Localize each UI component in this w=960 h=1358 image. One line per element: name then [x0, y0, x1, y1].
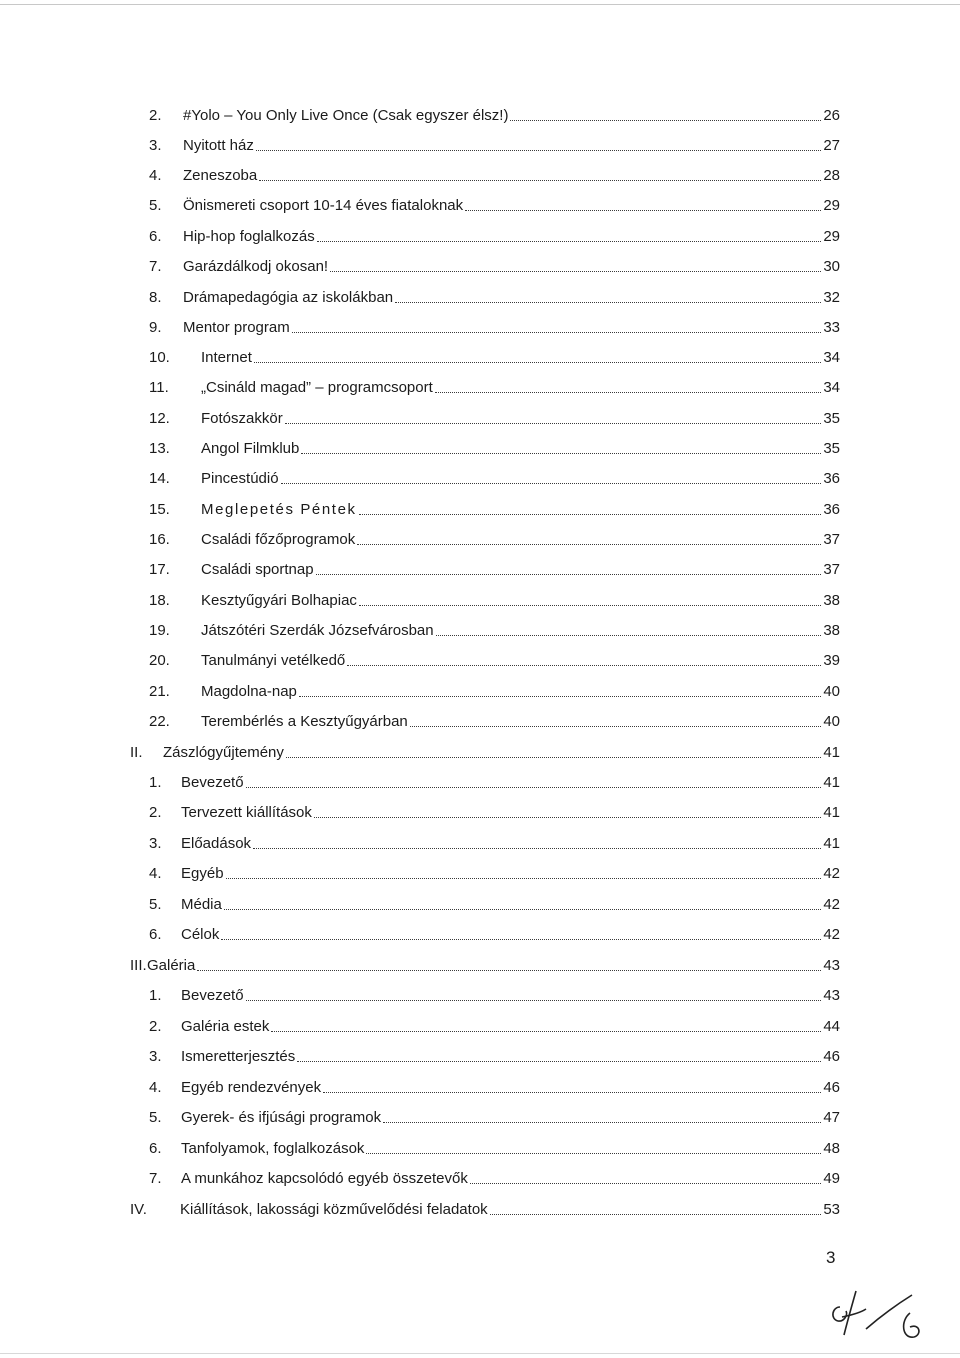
toc-entry-page: 27 — [823, 137, 840, 154]
toc-entry-page: 30 — [823, 258, 840, 275]
toc-entry-page: 39 — [823, 652, 840, 669]
toc-dot-leader — [359, 605, 821, 606]
toc-entry-number: 5. — [149, 896, 162, 913]
toc-entry — [149, 285, 840, 307]
toc-entry-page: 40 — [823, 683, 840, 700]
toc-entry-page: 28 — [823, 167, 840, 184]
toc-entry-number: III. — [130, 957, 147, 974]
toc-entry-title: Játszótéri Szerdák Józsefvárosban — [201, 622, 434, 639]
toc-entry-title: Bevezető — [181, 774, 244, 791]
toc-entry-number: 18. — [149, 592, 170, 609]
toc-entry — [149, 163, 840, 185]
toc-entry-title: Galéria estek — [181, 1018, 270, 1035]
toc-entry-page: 34 — [823, 379, 840, 396]
toc-entry-number: 8. — [149, 289, 162, 306]
toc-entry-page: 35 — [823, 410, 840, 427]
toc-entry-page: 46 — [823, 1048, 840, 1065]
toc-entry — [149, 1014, 840, 1036]
toc-entry — [130, 953, 840, 975]
toc-entry — [149, 375, 840, 397]
toc-entry-title: Média — [181, 896, 222, 913]
toc-entry — [149, 103, 840, 125]
toc-entry-number: 11. — [149, 379, 169, 396]
toc-entry-title: Galéria — [147, 957, 196, 974]
toc-entry-title: Ismeretterjesztés — [181, 1048, 296, 1065]
toc-dot-leader — [383, 1122, 821, 1123]
toc-dot-leader — [317, 241, 822, 242]
toc-entry-title: Kiállítások, lakossági közművelődési feladatok — [180, 1201, 488, 1218]
toc-entry — [149, 770, 840, 792]
toc-entry-number: 6. — [149, 228, 162, 245]
toc-entry-page: 47 — [823, 1109, 840, 1126]
toc-dot-leader — [246, 1000, 822, 1001]
toc-entry-number: 19. — [149, 622, 170, 639]
toc-dot-leader — [347, 665, 821, 666]
page-number: 3 — [826, 1248, 836, 1267]
toc-dot-leader — [465, 210, 821, 211]
toc-entry-number: 6. — [149, 1140, 162, 1157]
toc-entry-page: 42 — [823, 865, 840, 882]
toc-entry — [149, 709, 840, 731]
toc-entry-title: A munkához kapcsolódó egyéb összetevők — [181, 1170, 468, 1187]
toc-entry — [149, 1075, 840, 1097]
toc-entry-number: 5. — [149, 1109, 162, 1126]
toc-entry-title: Magdolna-nap — [201, 683, 297, 700]
toc-entry-page: 36 — [823, 501, 840, 518]
toc-dot-leader — [285, 423, 822, 424]
scan-edge-bottom — [0, 1353, 960, 1354]
toc-entry-number: 1. — [149, 987, 162, 1004]
toc-entry-number: 3. — [149, 835, 162, 852]
toc-entry-page: 48 — [823, 1140, 840, 1157]
toc-dot-leader — [366, 1153, 821, 1154]
toc-entry-page: 49 — [823, 1170, 840, 1187]
toc-entry-number: 3. — [149, 137, 162, 154]
toc-entry-title: Zászlógyűjtemény — [163, 744, 284, 761]
toc-dot-leader — [224, 909, 821, 910]
toc-entry-page: 41 — [823, 804, 840, 821]
toc-entry-page: 26 — [823, 107, 840, 124]
toc-entry-page: 42 — [823, 926, 840, 943]
toc-entry-number: 14. — [149, 470, 170, 487]
toc-dot-leader — [330, 271, 821, 272]
toc-entry-title: Fotószakkör — [201, 410, 283, 427]
toc-entry-title: Tanfolyamok, foglalkozások — [181, 1140, 365, 1157]
toc-entry — [130, 740, 840, 762]
toc-entry-title: Célok — [181, 926, 220, 943]
toc-entry-number: 12. — [149, 410, 170, 427]
toc-entry — [149, 436, 840, 458]
toc-entry-number: 21. — [149, 683, 170, 700]
toc-entry — [149, 892, 840, 914]
toc-dot-leader — [299, 696, 821, 697]
toc-dot-leader — [395, 302, 821, 303]
toc-entry — [149, 315, 840, 337]
toc-entry-number: 22. — [149, 713, 170, 730]
toc-entry-page: 42 — [823, 896, 840, 913]
toc-entry-page: 53 — [823, 1201, 840, 1218]
toc-entry-page: 43 — [823, 957, 840, 974]
toc-entry-page: 36 — [823, 470, 840, 487]
toc-entry-number: 4. — [149, 1079, 162, 1096]
toc-entry-title: Egyéb — [181, 865, 224, 882]
toc-entry-title: Hip-hop foglalkozás — [183, 228, 315, 245]
toc-entry-page: 41 — [823, 835, 840, 852]
toc-entry — [149, 618, 840, 640]
toc-entry — [149, 588, 840, 610]
toc-entry — [149, 831, 840, 853]
toc-entry-title: Mentor program — [183, 319, 290, 336]
toc-entry-title: „Csináld magad” – programcsoport — [201, 379, 433, 396]
toc-entry-title: Egyéb rendezvények — [181, 1079, 322, 1096]
toc-dot-leader — [357, 544, 821, 545]
toc-entry — [149, 1136, 840, 1158]
toc-entry-number: 2. — [149, 804, 162, 821]
toc-entry-page: 37 — [823, 531, 840, 548]
toc-entry-page: 33 — [823, 319, 840, 336]
toc-dot-leader — [254, 362, 821, 363]
toc-entry — [149, 254, 840, 276]
toc-dot-leader — [256, 150, 821, 151]
toc-entry-number: 2. — [149, 1018, 162, 1035]
toc-entry — [149, 497, 840, 519]
toc-entry-page: 29 — [823, 197, 840, 214]
toc-entry-title: Terembérlés a Kesztyűgyárban — [201, 713, 408, 730]
toc-entry-title: Önismereti csoport 10-14 éves fiataloknak — [183, 197, 464, 214]
toc-entry-number: 7. — [149, 258, 162, 275]
toc-dot-leader — [221, 939, 821, 940]
toc-entry-number: 10. — [149, 349, 170, 366]
toc-entry — [149, 466, 840, 488]
toc-entry-title: Garázdálkodj okosan! — [183, 258, 329, 275]
toc-entry-number: 7. — [149, 1170, 162, 1187]
toc-entry-title: Bevezető — [181, 987, 244, 1004]
toc-entry-title: Előadások — [181, 835, 252, 852]
toc-entry-number: 13. — [149, 440, 170, 457]
toc-entry-number: 9. — [149, 319, 162, 336]
toc-entry — [149, 527, 840, 549]
toc-entry-number: IV. — [130, 1201, 147, 1218]
toc-dot-leader — [470, 1183, 821, 1184]
toc-dot-leader — [435, 392, 822, 393]
toc-entry-title: #Yolo – You Only Live Once (Csak egyszer élsz!) — [183, 107, 509, 124]
toc-entry-page: 37 — [823, 561, 840, 578]
toc-entry-title: Tanulmányi vetélkedő — [201, 652, 346, 669]
toc-dot-leader — [259, 180, 821, 181]
toc-entry-page: 29 — [823, 228, 840, 245]
toc-dot-leader — [410, 726, 822, 727]
toc-entry-page: 32 — [823, 289, 840, 306]
toc-entry — [149, 800, 840, 822]
toc-entry-title: Pincestúdió — [201, 470, 279, 487]
handwritten-signature — [826, 1285, 936, 1350]
toc-dot-leader — [323, 1092, 821, 1093]
toc-entry — [130, 1197, 840, 1219]
toc-dot-leader — [246, 787, 822, 788]
toc-entry — [149, 1166, 840, 1188]
toc-entry-title: Angol Filmklub — [201, 440, 300, 457]
toc-dot-leader — [271, 1031, 821, 1032]
toc-entry-title: Gyerek- és ifjúsági programok — [181, 1109, 382, 1126]
toc-dot-leader — [359, 514, 822, 515]
toc-entry-number: 16. — [149, 531, 170, 548]
toc-entry-title: Családi főzőprogramok — [201, 531, 356, 548]
toc-entry-number: 6. — [149, 926, 162, 943]
toc-entry — [149, 133, 840, 155]
toc-entry-page: 41 — [823, 774, 840, 791]
toc-entry-number: 1. — [149, 774, 162, 791]
toc-entry-page: 46 — [823, 1079, 840, 1096]
toc-dot-leader — [316, 574, 822, 575]
toc-entry-page: 38 — [823, 592, 840, 609]
toc-entry — [149, 922, 840, 944]
toc-dot-leader — [490, 1214, 822, 1215]
toc-entry-title: Családi sportnap — [201, 561, 314, 578]
toc-entry-number: 20. — [149, 652, 170, 669]
toc-dot-leader — [297, 1061, 821, 1062]
toc-entry — [149, 224, 840, 246]
toc-dot-leader — [253, 848, 821, 849]
toc-entry-page: 40 — [823, 713, 840, 730]
toc-entry-number: II. — [130, 744, 143, 761]
toc-entry-number: 17. — [149, 561, 170, 578]
toc-entry-number: 2. — [149, 107, 162, 124]
toc-dot-leader — [436, 635, 822, 636]
toc-entry-page: 41 — [823, 744, 840, 761]
toc-dot-leader — [510, 120, 821, 121]
toc-entry-page: 43 — [823, 987, 840, 1004]
toc-entry — [149, 1044, 840, 1066]
toc-entry — [149, 406, 840, 428]
toc-entry — [149, 648, 840, 670]
toc-entry — [149, 345, 840, 367]
toc-entry-title: Meglepetés Péntek — [201, 501, 357, 518]
toc-entry-page: 44 — [823, 1018, 840, 1035]
toc-entry-title: Drámapedagógia az iskolákban — [183, 289, 394, 306]
toc-entry-title: Zeneszoba — [183, 167, 258, 184]
toc-entry-title: Kesztyűgyári Bolhapiac — [201, 592, 357, 609]
toc-dot-leader — [226, 878, 822, 879]
toc-dot-leader — [292, 332, 822, 333]
toc-dot-leader — [301, 453, 821, 454]
toc-dot-leader — [197, 970, 821, 971]
toc-entry-number: 4. — [149, 865, 162, 882]
toc-entry-page: 38 — [823, 622, 840, 639]
toc-entry — [149, 1105, 840, 1127]
toc-dot-leader — [314, 817, 821, 818]
toc-entry — [149, 861, 840, 883]
toc-entry-number: 4. — [149, 167, 162, 184]
toc-entry — [149, 557, 840, 579]
toc-entry — [149, 193, 840, 215]
toc-entry-number: 15. — [149, 501, 170, 518]
toc-entry-page: 34 — [823, 349, 840, 366]
toc-entry — [149, 679, 840, 701]
toc-entry-page: 35 — [823, 440, 840, 457]
toc-dot-leader — [286, 757, 821, 758]
toc-entry-number: 3. — [149, 1048, 162, 1065]
toc-entry-title: Internet — [201, 349, 252, 366]
toc-entry — [149, 983, 840, 1005]
toc-entry-title: Nyitott ház — [183, 137, 254, 154]
toc-entry-title: Tervezett kiállítások — [181, 804, 312, 821]
toc-entry-number: 5. — [149, 197, 162, 214]
toc-dot-leader — [281, 483, 822, 484]
